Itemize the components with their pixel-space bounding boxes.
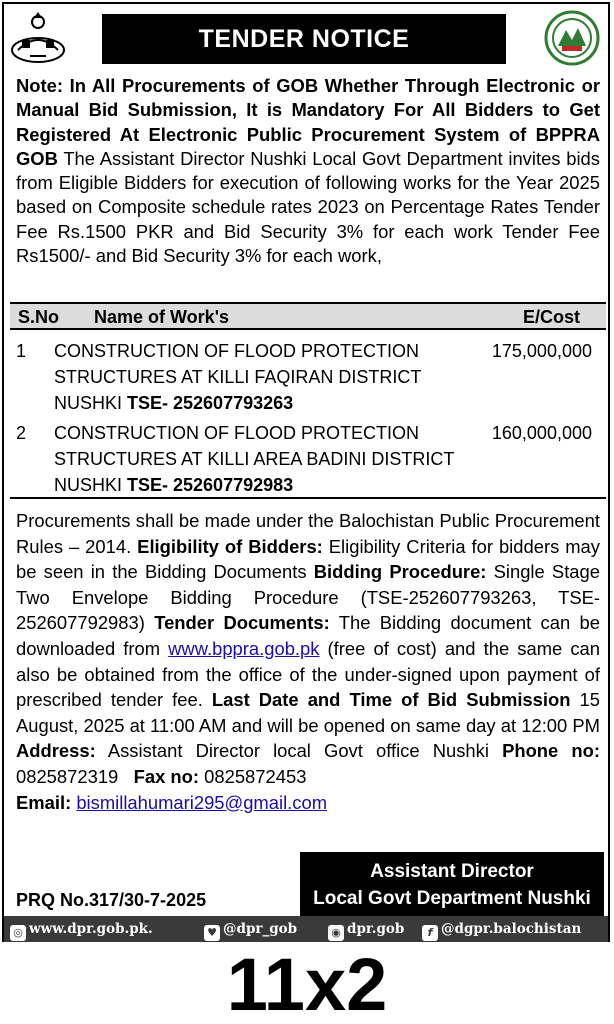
row-tse: TSE- 252607793263	[127, 393, 294, 413]
fax-text: 0825872453	[199, 765, 307, 787]
footer-bar	[4, 916, 608, 942]
intro-text: The Assistant Director Nushki Local Govt Department invites bids from Eligible Bidders for execution of following works for the Year 2025 based on Composite schedule rates 2023 on Percentage Rates Tender Fee Rs.1500 PKR and Bid Security 3% for each work Tender Fee Rs1500/- and Bid Security 3% for each work,	[16, 147, 600, 267]
footer-facebook-text[interactable]: @dgpr.balochistan	[441, 921, 582, 937]
row-name-text: CONSTRUCTION OF FLOOD PROTECTION STRUCTURES AT KILLI FAQIRAN DISTRICT NUSHKI	[54, 341, 422, 413]
twitter-icon: ♥	[204, 925, 220, 941]
footer-instagram	[328, 916, 405, 942]
instagram-icon: ◉	[328, 925, 344, 941]
prq-number: PRQ No.317/30-7-2025	[16, 890, 207, 910]
row-tse: TSE- 252607792983	[127, 475, 294, 495]
works-table	[10, 334, 606, 499]
page-title: TENDER NOTICE	[102, 14, 506, 64]
phone-text: 0825872319	[16, 765, 119, 787]
note-bold: Note: In All Procurements of GOB Whether Through Electronic or Manual Bid Submission, It is Mandatory For All Bidders to Get Registered At Electronic Public Procurement System of BPPRA GOB	[16, 75, 600, 169]
header-cost: E/Cost	[522, 307, 580, 327]
row-name	[54, 338, 474, 416]
row-sno: 2	[16, 423, 27, 443]
address-heading: Address:	[16, 740, 96, 762]
signature-line2: Local Govt Department Nushki	[313, 888, 591, 909]
address-text: Assistant Director local Govt office Nushki	[95, 740, 503, 762]
footer-twitter	[204, 916, 298, 942]
documents-heading: Tender Documents:	[154, 612, 330, 634]
last-date-heading: Last Date and Time of Bid Submission	[211, 689, 571, 711]
row-cost: 175,000,000	[491, 341, 592, 361]
footer-instagram-text[interactable]: dpr.gob	[347, 921, 405, 937]
fax-heading: Fax no:	[133, 765, 200, 787]
footer-web	[10, 916, 153, 942]
procedure-heading: Bidding Procedure:	[313, 561, 487, 583]
row-name-text: CONSTRUCTION OF FLOOD PROTECTION STRUCTURES AT KILLI AREA BADINI DISTRICT NUSHKI	[54, 423, 455, 495]
body-paragraph	[16, 508, 600, 815]
email-link[interactable]: bismillahumari295@gmail.com	[76, 791, 328, 813]
intro-paragraph	[16, 74, 600, 268]
email-heading: Email:	[16, 791, 72, 813]
phone-heading: Phone no:	[502, 740, 600, 762]
row-name	[54, 420, 474, 498]
facebook-icon: f	[422, 925, 438, 941]
header	[4, 4, 608, 72]
header-name: Name of Work's	[94, 307, 229, 327]
green-seal-icon	[544, 10, 600, 66]
footer-facebook	[422, 916, 582, 942]
notice-frame	[2, 2, 610, 942]
signature-block	[300, 852, 604, 918]
row-sno: 1	[16, 341, 27, 361]
eligibility-heading: Eligibility of Bidders:	[137, 535, 323, 557]
row-cost: 160,000,000	[491, 423, 592, 443]
procedure-text: Single Stage Two Envelope Bidding Procedure (TSE-252607793263, TSE- 252607792983)	[16, 561, 600, 634]
globe-icon: ◎	[10, 925, 26, 941]
balochistan-emblem-icon	[10, 10, 66, 66]
table-header	[10, 302, 606, 330]
header-sno: S.No	[18, 307, 60, 327]
body-text: Procurements shall be made under the Balochistan Public Procurement Rules – 2014.	[16, 510, 600, 557]
size-label: 11x2	[226, 943, 388, 1024]
documents-text-2: (free of cost) and the same can also be obtained from the office of the under-signed upon payment of prescribed tender fee.	[16, 637, 600, 711]
documents-text: The Bidding document can be downloaded from	[16, 612, 600, 659]
footer-web-text[interactable]: www.dpr.gob.pk.	[29, 921, 153, 937]
footer-twitter-text[interactable]: @dpr_gob	[223, 921, 298, 937]
last-date-text: 15 August, 2025 at 11:00 AM and will be opened on same day at 12:00 PM	[16, 689, 600, 736]
eligibility-text: Eligibility Criteria for bidders may be seen in the Bidding Documents	[16, 535, 600, 583]
bppra-link[interactable]: www.bppra.gob.pk	[168, 637, 320, 659]
signature-line1: Assistant Director	[370, 861, 534, 882]
